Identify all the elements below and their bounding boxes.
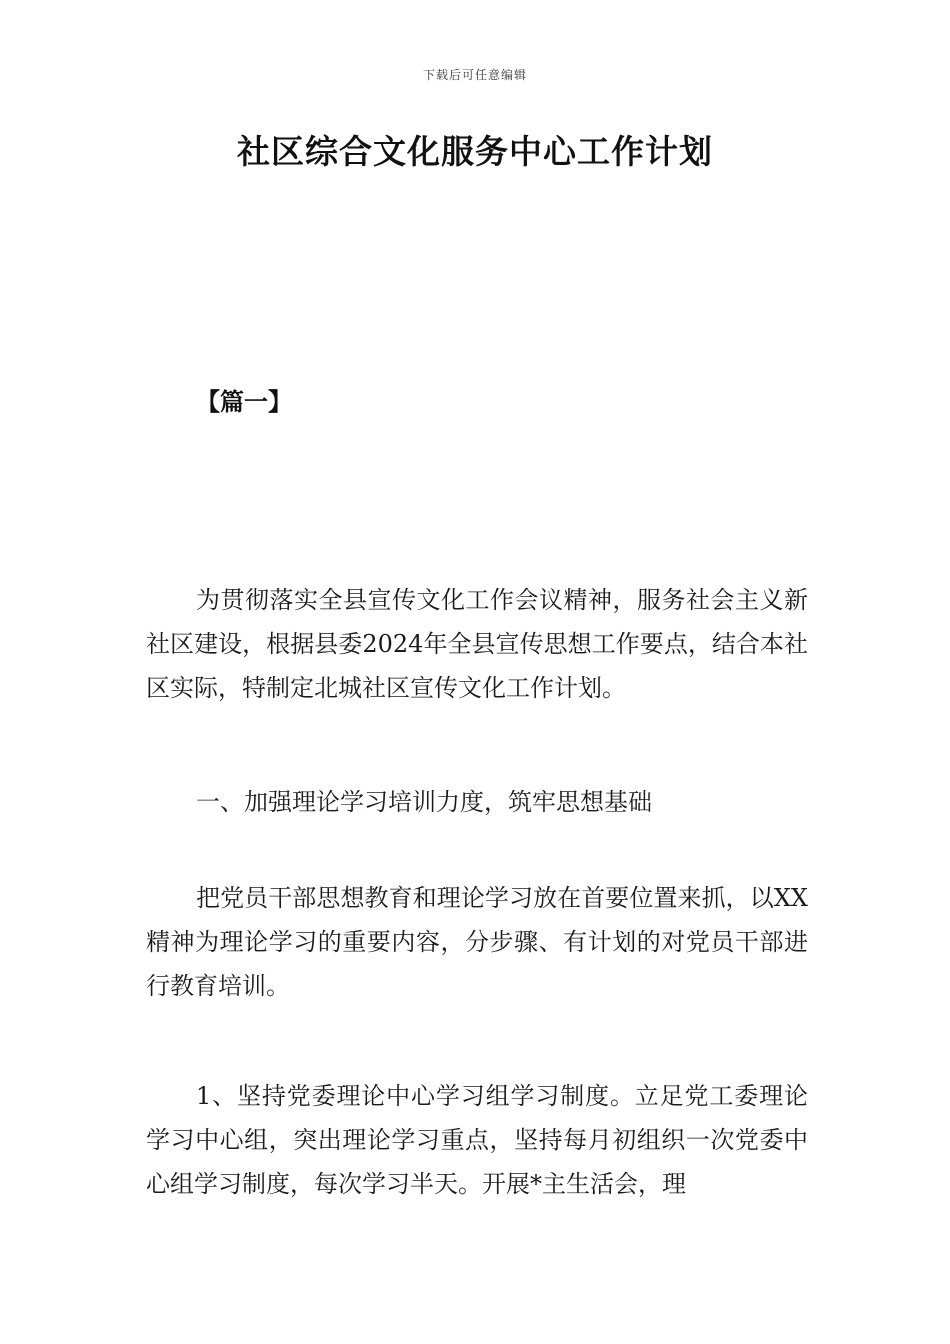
paragraph-heading-one: 一、加强理论学习培训力度，筑牢思想基础 — [196, 788, 652, 816]
paragraph-item-one: 1、坚持党委理论中心学习组学习制度。立足党工委理论学习中心组，突出理论学习重点，坚持每月初组织一次党委中心组学习制度，每次学习半天。开展*主生活会，理 — [146, 1082, 808, 1198]
section-label: 【篇一】 — [196, 388, 292, 416]
header-note: 下载后可任意编辑 — [422, 68, 527, 82]
document-title: 社区综合文化服务中心工作计划 — [237, 132, 713, 171]
paragraph-education: 把党员干部思想教育和理论学习放在首要位置来抓，以XX精神为理论学习的重要内容，分步骤、有计划的对党员干部进行教育培训。 — [146, 884, 808, 1000]
paragraph-intro: 为贯彻落实全县宣传文化工作会议精神，服务社会主义新社区建设，根据县委2024年全县宣传思想工作要点，结合本社区实际，特制定北城社区宣传文化工作计划。 — [146, 586, 808, 702]
